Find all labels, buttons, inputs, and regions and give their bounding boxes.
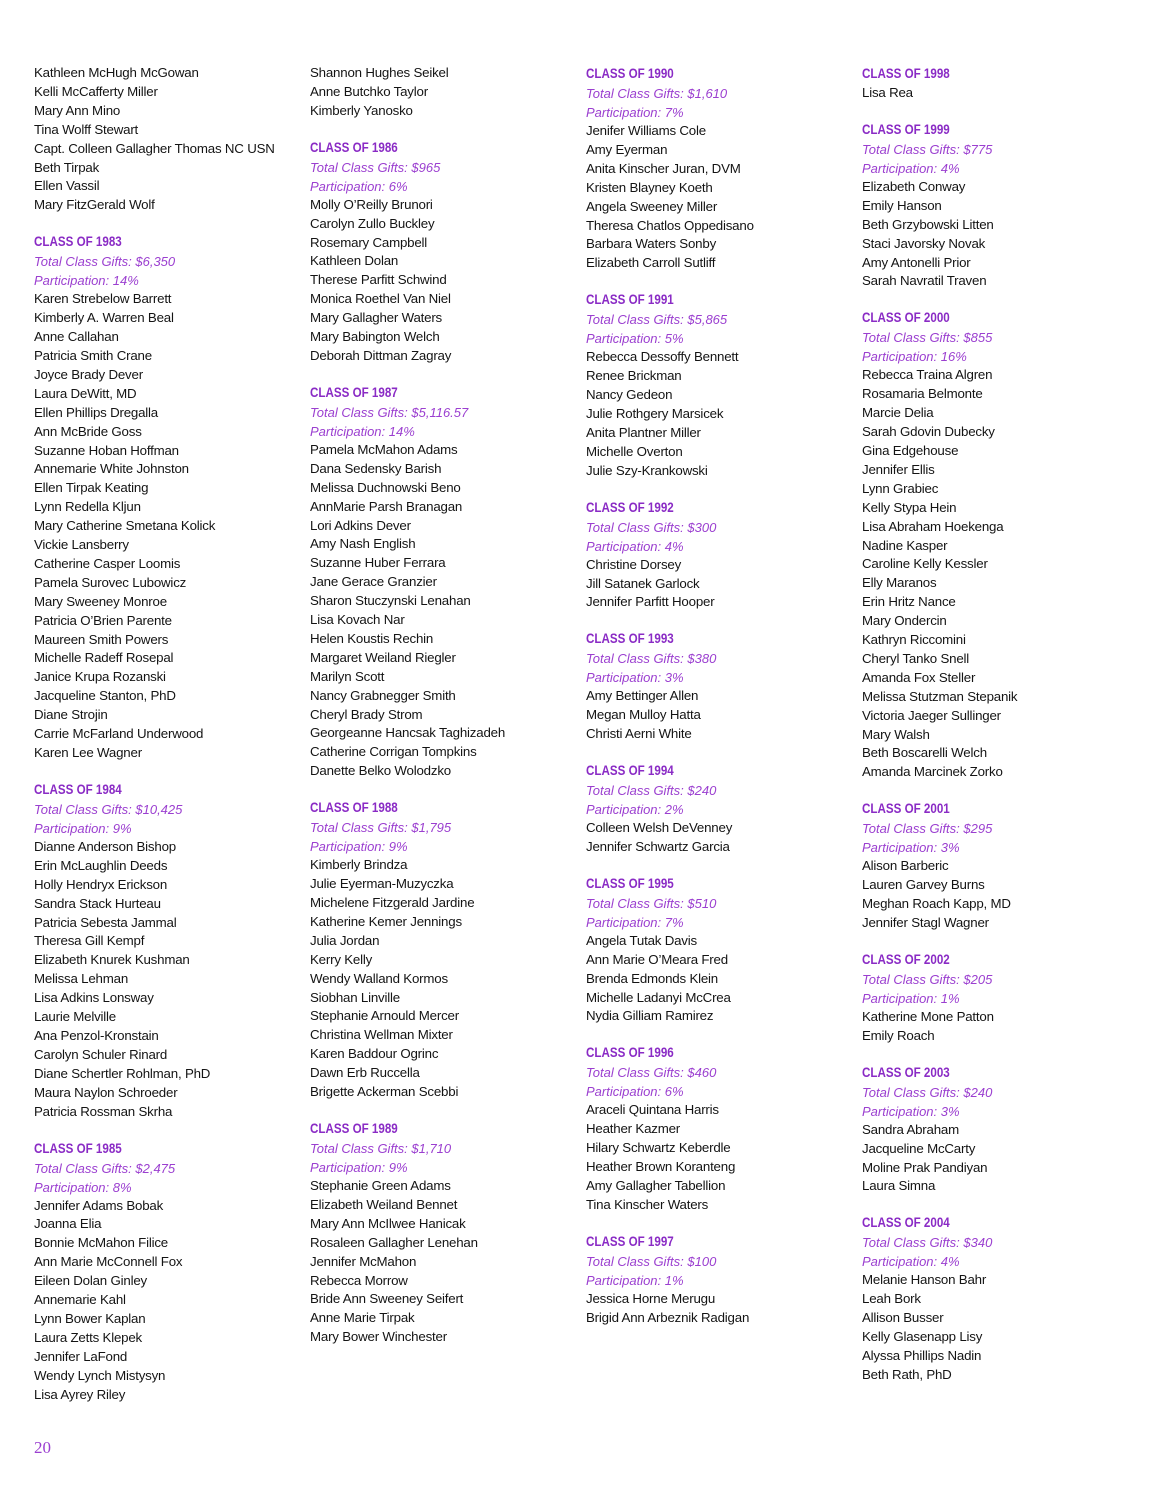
class-heading: CLASS OF 2002 bbox=[862, 951, 950, 967]
donor-name: Rebecca Traina Algren bbox=[862, 367, 993, 383]
column bbox=[586, 64, 856, 1345]
donor-name: Beth Rath, PhD bbox=[862, 1366, 952, 1382]
donor-name: Rosemary Campbell bbox=[310, 234, 428, 250]
donor-name: Janice Krupa Rozanski bbox=[34, 669, 166, 685]
donor-name: Anita Plantner Miller bbox=[586, 424, 701, 440]
participation: Participation: 3% bbox=[862, 840, 960, 856]
donor-name: Jennifer Parfitt Hooper bbox=[586, 594, 715, 610]
donor-name: AnnMarie Parsh Branagan bbox=[310, 498, 463, 514]
donor-name: Christi Aerni White bbox=[586, 726, 692, 742]
donor-name: Dana Sedensky Barish bbox=[310, 460, 442, 476]
donor-name: Mary Catherine Smetana Kolick bbox=[34, 518, 216, 534]
class-heading: CLASS OF 1993 bbox=[586, 631, 674, 647]
donor-name: Elizabeth Weiland Bennet bbox=[310, 1196, 458, 1212]
participation: Participation: 7% bbox=[586, 105, 684, 120]
donor-name: Wendy Lynch Mistysyn bbox=[34, 1367, 166, 1383]
donor-name: Amy Gallagher Tabellion bbox=[586, 1178, 726, 1193]
donor-name: Mary FitzGerald Wolf bbox=[34, 197, 155, 213]
donor-name: Kelly Stypa Hein bbox=[862, 499, 957, 515]
donor-name: Kristen Blayney Koeth bbox=[586, 179, 713, 195]
participation: Participation: 3% bbox=[586, 670, 684, 686]
donor-name: Beth Grzybowski Litten bbox=[862, 216, 994, 232]
donor-name: Brenda Edmonds Klein bbox=[586, 970, 719, 986]
class-block bbox=[34, 232, 304, 763]
participation: Participation: 14% bbox=[34, 273, 139, 289]
donor-name: Michelle Overton bbox=[586, 443, 683, 459]
donor-name: Nancy Gedeon bbox=[586, 387, 673, 403]
donor-name: Julia Jordan bbox=[310, 932, 380, 948]
donor-name: Maureen Smith Powers bbox=[34, 631, 169, 647]
donor-name: Lauren Garvey Burns bbox=[862, 877, 985, 893]
participation: Participation: 9% bbox=[310, 1159, 408, 1175]
class-block bbox=[862, 120, 1132, 291]
column bbox=[310, 64, 580, 1364]
page-number: 20 bbox=[34, 1438, 51, 1457]
participation: Participation: 16% bbox=[862, 349, 967, 365]
donor-name: Theresa Gill Kempf bbox=[34, 933, 145, 949]
donor-name: Mary Sweeney Monroe bbox=[34, 593, 167, 609]
donor-name: Karen Lee Wagner bbox=[34, 745, 142, 760]
column bbox=[34, 64, 304, 1421]
donor-name: Anne Butchko Taylor bbox=[310, 83, 428, 99]
participation: Participation: 6% bbox=[310, 178, 408, 194]
donor-name: Holly Hendryx Erickson bbox=[34, 876, 168, 892]
donor-name: Siobhan Linville bbox=[310, 989, 400, 1005]
class-heading: CLASS OF 1988 bbox=[310, 800, 398, 816]
participation: Participation: 3% bbox=[862, 1103, 960, 1119]
donor-name: Jenifer Williams Cole bbox=[586, 123, 706, 138]
total-class-gifts: Total Class Gifts: $965 bbox=[310, 159, 441, 175]
donor-name: Mary Bower Winchester bbox=[310, 1329, 447, 1345]
donor-name: Rosaleen Gallagher Lenehan bbox=[310, 1234, 478, 1250]
donor-name: Elizabeth Carroll Sutliff bbox=[586, 255, 716, 271]
donor-name: Beth Boscarelli Welch bbox=[862, 745, 987, 761]
class-block bbox=[586, 498, 856, 613]
total-class-gifts: Total Class Gifts: $510 bbox=[586, 895, 717, 911]
class-block bbox=[862, 950, 1132, 1046]
donor-name: Sarah Gdovin Dubecky bbox=[862, 424, 995, 440]
donor-name: Julie Rothgery Marsicek bbox=[586, 405, 724, 421]
donor-name: Michelle Ladanyi McCrea bbox=[586, 989, 731, 1005]
total-class-gifts: Total Class Gifts: $340 bbox=[862, 1235, 993, 1251]
class-heading: CLASS OF 1991 bbox=[586, 292, 674, 308]
participation: Participation: 9% bbox=[310, 839, 408, 855]
total-class-gifts: Total Class Gifts: $1,610 bbox=[586, 86, 728, 101]
donor-name: Carolyn Schuler Rinard bbox=[34, 1046, 168, 1062]
donor-name: Kathleen McHugh McGowan bbox=[34, 65, 199, 80]
total-class-gifts: Total Class Gifts: $460 bbox=[586, 1065, 717, 1081]
donor-name: Bonnie McMahon Filice bbox=[34, 1235, 169, 1251]
donor-name: Anne Callahan bbox=[34, 329, 119, 345]
class-heading: CLASS OF 2000 bbox=[862, 310, 950, 326]
donor-name: Jacqueline McCarty bbox=[862, 1140, 976, 1156]
class-block bbox=[310, 64, 580, 121]
donor-name: Cheryl Tanko Snell bbox=[862, 650, 970, 666]
participation: Participation: 1% bbox=[862, 990, 960, 1006]
class-heading: CLASS OF 1987 bbox=[310, 384, 398, 400]
donor-name: Brigette Ackerman Scebbi bbox=[310, 1084, 459, 1100]
donor-name: Heather Kazmer bbox=[586, 1121, 681, 1137]
donor-name: Monica Roethel Van Niel bbox=[310, 291, 451, 307]
class-heading: CLASS OF 1997 bbox=[586, 1233, 674, 1249]
donor-name: Colleen Welsh DeVenney bbox=[586, 820, 733, 836]
donor-name: Lisa Abraham Hoekenga bbox=[862, 518, 1004, 534]
donor-name: Hilary Schwartz Keberdle bbox=[586, 1140, 731, 1156]
donor-name: Patricia Sebesta Jammal bbox=[34, 914, 177, 930]
donor-name: Catherine Corrigan Tompkins bbox=[310, 744, 477, 760]
donor-name: Ann Marie McConnell Fox bbox=[34, 1254, 183, 1270]
class-heading: CLASS OF 2001 bbox=[862, 801, 950, 817]
donor-name: Leah Bork bbox=[862, 1291, 921, 1307]
participation: Participation: 8% bbox=[34, 1179, 132, 1195]
class-block bbox=[862, 1213, 1132, 1384]
donor-name: Nydia Gilliam Ramirez bbox=[586, 1008, 714, 1024]
donor-name: Lisa Adkins Lonsway bbox=[34, 990, 154, 1006]
donor-name: Christine Dorsey bbox=[586, 556, 682, 572]
donor-name: Mary Gallagher Waters bbox=[310, 310, 443, 326]
donor-name: Karen Baddour Ogrinc bbox=[310, 1046, 439, 1062]
class-heading: CLASS OF 1995 bbox=[586, 875, 674, 891]
donor-name: Amy Eyerman bbox=[586, 141, 668, 157]
class-block bbox=[862, 1063, 1132, 1197]
donor-name: Kathryn Riccomini bbox=[862, 632, 966, 648]
donor-name: Jennifer Stagl Wagner bbox=[862, 915, 989, 930]
participation: Participation: 14% bbox=[310, 423, 415, 439]
class-block bbox=[586, 1043, 856, 1214]
donor-name: Annemarie White Johnston bbox=[34, 461, 189, 477]
total-class-gifts: Total Class Gifts: $240 bbox=[862, 1084, 993, 1100]
donor-name: Melissa Stutzman Stepanik bbox=[862, 688, 1018, 704]
donor-name: Annemarie Kahl bbox=[34, 1292, 126, 1308]
donor-name: Anne Marie Tirpak bbox=[310, 1310, 415, 1326]
donor-name: Victoria Jaeger Sullinger bbox=[862, 707, 1001, 723]
donor-name: Suzanne Hoban Hoffman bbox=[34, 442, 179, 458]
donor-name: Alison Barberic bbox=[862, 858, 949, 874]
donor-name: Staci Javorsky Novak bbox=[862, 235, 986, 251]
class-heading: CLASS OF 1992 bbox=[586, 499, 674, 515]
class-block bbox=[586, 761, 856, 857]
donor-name: Lisa Ayrey Riley bbox=[34, 1386, 126, 1402]
donor-name: Mary Walsh bbox=[862, 726, 930, 742]
total-class-gifts: Total Class Gifts: $205 bbox=[862, 971, 993, 987]
donor-name: Ellen Phillips Dregalla bbox=[34, 404, 158, 420]
donor-name: Emily Hanson bbox=[862, 197, 942, 213]
donor-name: Moline Prak Pandiyan bbox=[862, 1159, 988, 1175]
donor-name: Beth Tirpak bbox=[34, 159, 100, 175]
donor-name: Amy Nash English bbox=[310, 536, 416, 552]
donor-name: Eileen Dolan Ginley bbox=[34, 1273, 147, 1289]
participation: Participation: 4% bbox=[862, 160, 960, 176]
donor-name: Stephanie Arnould Mercer bbox=[310, 1008, 459, 1024]
donor-name: Mary Ann McIlwee Hanicak bbox=[310, 1215, 466, 1231]
donor-name: Molly O’Reilly Brunori bbox=[310, 196, 433, 212]
donor-name: Ann McBride Goss bbox=[34, 423, 142, 439]
donor-name: Laura DeWitt, MD bbox=[34, 385, 137, 401]
participation: Participation: 2% bbox=[586, 802, 684, 818]
donor-name: Kimberly Yanosko bbox=[310, 102, 413, 118]
donor-name: Elly Maranos bbox=[862, 575, 937, 591]
donor-name: Lori Adkins Dever bbox=[310, 517, 411, 533]
participation: Participation: 7% bbox=[586, 914, 684, 930]
donor-name: Marilyn Scott bbox=[310, 668, 385, 684]
total-class-gifts: Total Class Gifts: $2,475 bbox=[34, 1160, 176, 1176]
class-block bbox=[310, 138, 580, 366]
class-heading: CLASS OF 1990 bbox=[586, 66, 674, 81]
donor-name: Barbara Waters Sonby bbox=[586, 236, 717, 252]
class-heading: CLASS OF 1996 bbox=[586, 1045, 674, 1061]
donor-name: Katherine Mone Patton bbox=[862, 1008, 994, 1024]
total-class-gifts: Total Class Gifts: $10,425 bbox=[34, 801, 183, 817]
participation: Participation: 5% bbox=[586, 331, 684, 347]
donor-name: Capt. Colleen Gallagher Thomas NC USN bbox=[34, 140, 275, 156]
donor-name: Elizabeth Conway bbox=[862, 178, 966, 194]
donor-name: Amy Antonelli Prior bbox=[862, 254, 971, 270]
total-class-gifts: Total Class Gifts: $240 bbox=[586, 783, 717, 799]
class-heading: CLASS OF 1984 bbox=[34, 781, 122, 797]
class-block bbox=[310, 798, 580, 1102]
class-heading: CLASS OF 2004 bbox=[862, 1215, 950, 1231]
donor-name: Rosamaria Belmonte bbox=[862, 386, 983, 402]
donor-name: Dawn Erb Ruccella bbox=[310, 1065, 420, 1081]
donor-name: Catherine Casper Loomis bbox=[34, 555, 181, 571]
donor-name: Georgeanne Hancsak Taghizadeh bbox=[310, 725, 506, 741]
class-block bbox=[34, 1139, 304, 1405]
donor-name: Jennifer McMahon bbox=[310, 1253, 417, 1269]
donor-name: Sharon Stuczynski Lenahan bbox=[310, 593, 471, 609]
donor-name: Lisa Kovach Nar bbox=[310, 612, 405, 628]
donor-name: Amanda Marcinek Zorko bbox=[862, 764, 1003, 780]
donor-name: Anita Kinscher Juran, DVM bbox=[586, 160, 741, 176]
donor-name: Margaret Weiland Riegler bbox=[310, 649, 456, 665]
donor-name: Kathleen Dolan bbox=[310, 253, 399, 269]
donor-name: Erin McLaughlin Deeds bbox=[34, 857, 168, 873]
total-class-gifts: Total Class Gifts: $1,710 bbox=[310, 1140, 452, 1156]
total-class-gifts: Total Class Gifts: $100 bbox=[586, 1253, 717, 1269]
participation: Participation: 9% bbox=[34, 820, 132, 836]
class-block bbox=[586, 64, 856, 273]
class-block bbox=[586, 629, 856, 744]
donor-name: Diane Schertler Rohlman, PhD bbox=[34, 1065, 211, 1081]
donor-name: Helen Koustis Rechin bbox=[310, 630, 434, 646]
class-block bbox=[586, 874, 856, 1027]
class-block bbox=[586, 1232, 856, 1328]
total-class-gifts: Total Class Gifts: $380 bbox=[586, 651, 717, 667]
donor-name: Amy Bettinger Allen bbox=[586, 688, 699, 704]
donor-name: Michelene Fitzgerald Jardine bbox=[310, 895, 475, 910]
donor-name: Melissa Lehman bbox=[34, 971, 129, 987]
donor-name: Therese Parfitt Schwind bbox=[310, 272, 447, 288]
donor-name: Lynn Grabiec bbox=[862, 480, 939, 496]
class-heading: CLASS OF 1998 bbox=[862, 66, 950, 81]
donor-name: Cheryl Brady Strom bbox=[310, 706, 423, 722]
donor-name: Lynn Bower Kaplan bbox=[34, 1310, 146, 1326]
donor-name: Pamela McMahon Adams bbox=[310, 441, 458, 457]
total-class-gifts: Total Class Gifts: $300 bbox=[586, 519, 717, 535]
class-heading: CLASS OF 1999 bbox=[862, 121, 950, 137]
donor-name: Kimberly Brindza bbox=[310, 857, 408, 873]
donor-name: Wendy Walland Kormos bbox=[310, 970, 448, 986]
total-class-gifts: Total Class Gifts: $295 bbox=[862, 821, 993, 837]
donor-name: Angela Tutak Davis bbox=[586, 932, 697, 948]
donor-name: Michelle Radeff Rosepal bbox=[34, 650, 174, 666]
donor-name: Renee Brickman bbox=[586, 368, 682, 384]
class-block bbox=[586, 290, 856, 480]
donor-name: Carrie McFarland Underwood bbox=[34, 726, 204, 742]
donor-name: Nancy Grabnegger Smith bbox=[310, 687, 456, 703]
donor-name: Diane Strojin bbox=[34, 707, 108, 723]
donor-name: Julie Szy-Krankowski bbox=[586, 462, 708, 478]
class-heading: CLASS OF 1986 bbox=[310, 139, 398, 155]
class-heading: CLASS OF 1994 bbox=[586, 763, 674, 779]
class-heading: CLASS OF 2003 bbox=[862, 1064, 950, 1080]
donor-name: Rebecca Morrow bbox=[310, 1272, 408, 1288]
class-heading: CLASS OF 1983 bbox=[34, 234, 122, 250]
donor-name: Caroline Kelly Kessler bbox=[862, 556, 988, 572]
donor-name: Ann Marie O’Meara Fred bbox=[586, 951, 728, 967]
donor-name: Elizabeth Knurek Kushman bbox=[34, 952, 190, 968]
donor-name: Karen Strebelow Barrett bbox=[34, 291, 172, 307]
donor-name: Mary Babington Welch bbox=[310, 329, 440, 345]
total-class-gifts: Total Class Gifts: $5,116.57 bbox=[310, 404, 469, 420]
participation: Participation: 6% bbox=[586, 1084, 684, 1100]
class-block bbox=[34, 64, 304, 215]
donor-name: Mary Ondercin bbox=[862, 613, 947, 629]
donor-name: Jessica Horne Merugu bbox=[586, 1290, 716, 1306]
donor-name: Joanna Elia bbox=[34, 1216, 102, 1232]
donor-name: Christina Wellman Mixter bbox=[310, 1027, 453, 1043]
donor-name: Joyce Brady Dever bbox=[34, 366, 143, 382]
total-class-gifts: Total Class Gifts: $855 bbox=[862, 330, 993, 346]
total-class-gifts: Total Class Gifts: $1,795 bbox=[310, 820, 452, 836]
donor-name: Araceli Quintana Harris bbox=[586, 1102, 719, 1118]
donor-name: Erin Hritz Nance bbox=[862, 594, 956, 610]
class-heading: CLASS OF 1985 bbox=[34, 1140, 122, 1156]
donor-name: Kelli McCafferty Miller bbox=[34, 83, 158, 99]
donor-name: Marcie Delia bbox=[862, 405, 934, 421]
donor-name: Mary Ann Mino bbox=[34, 102, 121, 118]
donor-name: Stephanie Green Adams bbox=[310, 1177, 451, 1193]
class-block bbox=[310, 1119, 580, 1347]
donor-name: Ellen Tirpak Keating bbox=[34, 480, 149, 496]
donor-name: Pamela Surovec Lubowicz bbox=[34, 574, 187, 590]
donor-name: Deborah Dittman Zagray bbox=[310, 347, 452, 363]
donor-name: Brigid Ann Arbeznik Radigan bbox=[586, 1309, 750, 1325]
donor-name: Patricia Smith Crane bbox=[34, 347, 152, 363]
donor-name: Sandra Abraham bbox=[862, 1121, 959, 1137]
donor-name: Angela Sweeney Miller bbox=[586, 198, 718, 214]
donor-name: Gina Edgehouse bbox=[862, 442, 959, 458]
total-class-gifts: Total Class Gifts: $775 bbox=[862, 141, 993, 157]
donor-name: Carolyn Zullo Buckley bbox=[310, 215, 435, 231]
donor-name: Melanie Hanson Bahr bbox=[862, 1272, 987, 1288]
donor-name: Shannon Hughes Seikel bbox=[310, 65, 449, 80]
donor-name: Nadine Kasper bbox=[862, 537, 948, 553]
donor-name: Sandra Stack Hurteau bbox=[34, 895, 161, 911]
donor-name: Dianne Anderson Bishop bbox=[34, 838, 176, 854]
donor-name: Laura Zetts Klepek bbox=[34, 1329, 143, 1345]
donor-name: Julie Eyerman-Muzyczka bbox=[310, 876, 454, 892]
donor-name: Patricia O’Brien Parente bbox=[34, 612, 172, 628]
donor-name: Maura Naylon Schroeder bbox=[34, 1084, 178, 1100]
total-class-gifts: Total Class Gifts: $5,865 bbox=[586, 312, 728, 328]
donor-name: Lynn Redella Kljun bbox=[34, 499, 141, 515]
donor-name: Laurie Melville bbox=[34, 1009, 116, 1025]
donor-name: Ana Penzol-Kronstain bbox=[34, 1027, 159, 1043]
donor-name: Sarah Navratil Traven bbox=[862, 273, 987, 289]
donor-name: Jennifer Adams Bobak bbox=[34, 1197, 164, 1213]
column bbox=[862, 64, 1132, 1402]
donor-name: Laura Simna bbox=[862, 1178, 936, 1194]
donor-name: Kelly Glasenapp Lisy bbox=[862, 1329, 983, 1345]
donor-name: Katherine Kemer Jennings bbox=[310, 913, 462, 929]
donor-name: Lisa Rea bbox=[862, 85, 913, 100]
donor-name: Jill Satanek Garlock bbox=[586, 575, 700, 591]
donor-name: Ellen Vassil bbox=[34, 178, 100, 194]
participation: Participation: 1% bbox=[586, 1272, 684, 1288]
participation: Participation: 4% bbox=[862, 1254, 960, 1270]
donor-name: Jennifer LaFond bbox=[34, 1348, 128, 1364]
donor-name: Jennifer Ellis bbox=[862, 461, 935, 477]
total-class-gifts: Total Class Gifts: $6,350 bbox=[34, 254, 176, 270]
donor-name: Tina Wolff Stewart bbox=[34, 121, 139, 137]
donor-name: Heather Brown Koranteng bbox=[586, 1159, 736, 1175]
donor-name: Kimberly A. Warren Beal bbox=[34, 310, 174, 326]
donor-name: Jacqueline Stanton, PhD bbox=[34, 688, 176, 704]
class-heading: CLASS OF 1989 bbox=[310, 1120, 398, 1136]
donor-name: Suzanne Huber Ferrara bbox=[310, 555, 446, 571]
donor-name: Kerry Kelly bbox=[310, 951, 373, 967]
class-block bbox=[34, 780, 304, 1122]
donor-name: Alyssa Phillips Nadin bbox=[862, 1347, 982, 1363]
class-block bbox=[310, 383, 580, 781]
donor-name: Jennifer Schwartz Garcia bbox=[586, 838, 730, 854]
donor-name: Amanda Fox Steller bbox=[862, 669, 976, 685]
donor-name: Jane Gerace Granzier bbox=[310, 574, 437, 590]
donor-name: Theresa Chatlos Oppedisano bbox=[586, 217, 754, 233]
donor-name: Vickie Lansberry bbox=[34, 537, 129, 553]
class-block bbox=[862, 799, 1132, 933]
class-block bbox=[862, 308, 1132, 782]
donor-name: Meghan Roach Kapp, MD bbox=[862, 896, 1011, 912]
participation: Participation: 4% bbox=[586, 538, 684, 554]
donor-name: Danette Belko Wolodzko bbox=[310, 763, 451, 779]
donor-name: Megan Mulloy Hatta bbox=[586, 707, 701, 723]
donor-name: Bride Ann Sweeney Seifert bbox=[310, 1291, 464, 1307]
donor-name: Emily Roach bbox=[862, 1027, 935, 1043]
donor-name: Melissa Duchnowski Beno bbox=[310, 479, 461, 495]
donor-name: Patricia Rossman Skrha bbox=[34, 1103, 173, 1119]
donor-name: Tina Kinscher Waters bbox=[586, 1196, 709, 1212]
donor-name: Allison Busser bbox=[862, 1310, 944, 1326]
donor-name: Rebecca Dessoffy Bennett bbox=[586, 349, 739, 365]
class-block bbox=[862, 64, 1132, 103]
